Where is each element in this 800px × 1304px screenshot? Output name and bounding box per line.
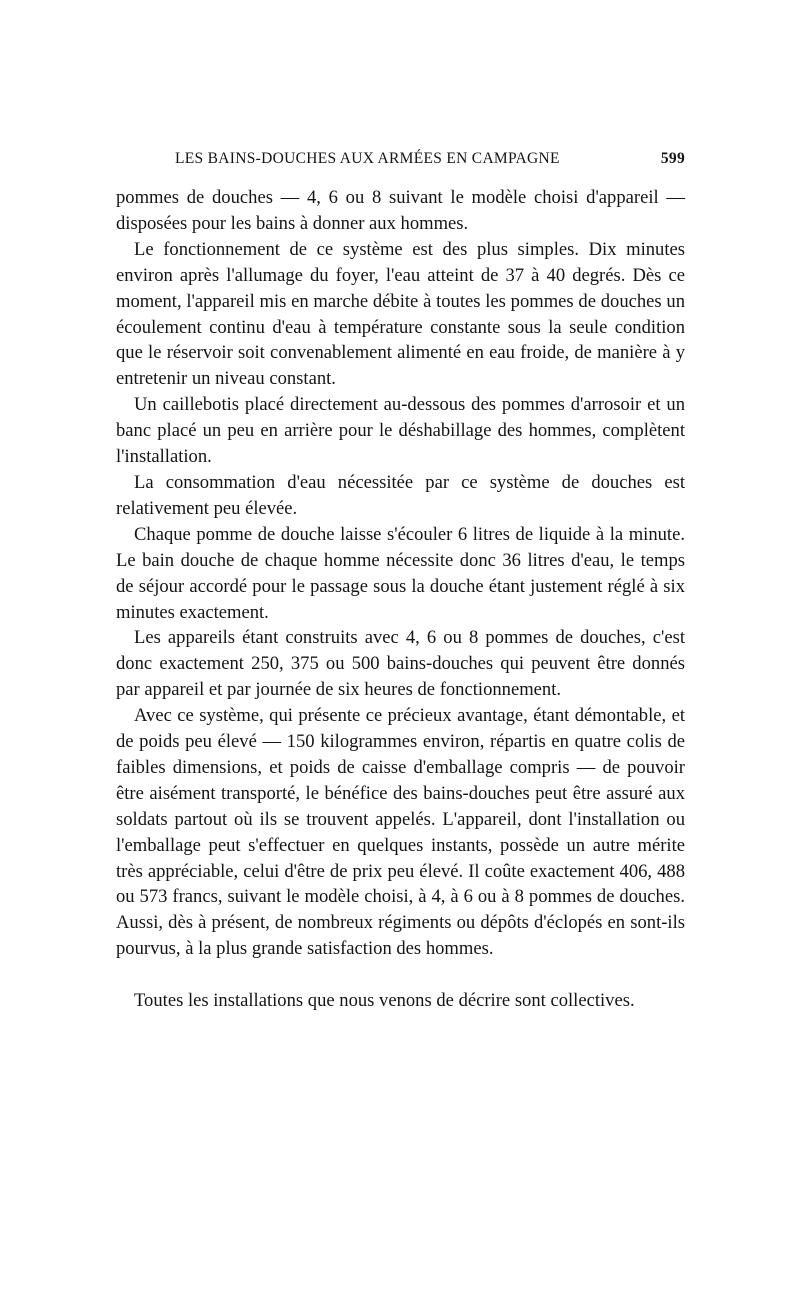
- paragraph-appareils: Les appareils étant construits avec 4, 6 ou 8 pommes de douches, c'est donc exactement 250, 375 ou 500 bains-douches qui peuvent être donnés par appareil et par journée de six heures de fonctionnement.: [116, 627, 685, 701]
- paragraph-fonctionnement: Le fonctionnement de ce système est des plus simples. Dix minutes environ après l'allumage du foyer, l'eau atteint de 37 à 40 degrés. Dès ce moment, l'appareil mis en marche débite à toutes les pommes de douches un écoulement continu d'eau à température constante sous la seule condition que le réservoir soit convenablement alimenté en eau froide, de manière à y entretenir un niveau constant.: [116, 238, 685, 390]
- paragraph-consommation: La consommation d'eau nécessitée par ce système de douches est relativement peu élevée.: [116, 471, 685, 519]
- running-title: LES BAINS-DOUCHES AUX ARMÉES EN CAMPAGNE: [175, 150, 560, 167]
- paragraph-caillebotis: Un caillebotis placé directement au-dessous des pommes d'arrosoir et un banc placé un peu en arrière pour le déshabillage des hommes, complètent l'installation.: [116, 394, 685, 468]
- paragraph-avantages: Avec ce système, qui présente ce précieux avantage, étant démontable, et de poids peu élevé — 150 kilogrammes environ, répartis en quatre colis de faibles dimensions, et poids de caisse d'emballage compris — de pouvoir être aisément transporté, le bénéfice des bains-douches peut être assuré aux soldats partout où ils se trouvent appelés. L'appareil, dont l'installation ou l'emballage peut s'effectuer en quelques instants, possède un autre mérite très appréciable, celui d'être de prix peu élevé. Il coûte exactement 406, 488 ou 573 francs, suivant le modèle choisi, à 4, à 6 ou à 8 pommes de douches. Aussi, dès à présent, de nombreux régiments ou dépôts d'éclopés en sont-ils pourvus, à la plus grande satisfaction des hommes.: [116, 705, 685, 960]
- page-body: [116, 185, 685, 1014]
- paragraph-continuation: pommes de douches — 4, 6 ou 8 suivant le modèle choisi d'appareil — disposées pour les bains à donner aux hommes.: [116, 187, 685, 234]
- paragraph-conclusion: Toutes les installations que nous venons de décrire sont collectives.: [134, 990, 635, 1012]
- paragraph-pomme-debit: Chaque pomme de douche laisse s'écouler 6 litres de liquide à la minute. Le bain douche de chaque homme nécessite donc 36 litres d'eau, le temps de séjour accordé pour le passage sous la douche étant justement réglé à six minutes exactement.: [116, 523, 685, 623]
- page-number: 599: [660, 150, 685, 167]
